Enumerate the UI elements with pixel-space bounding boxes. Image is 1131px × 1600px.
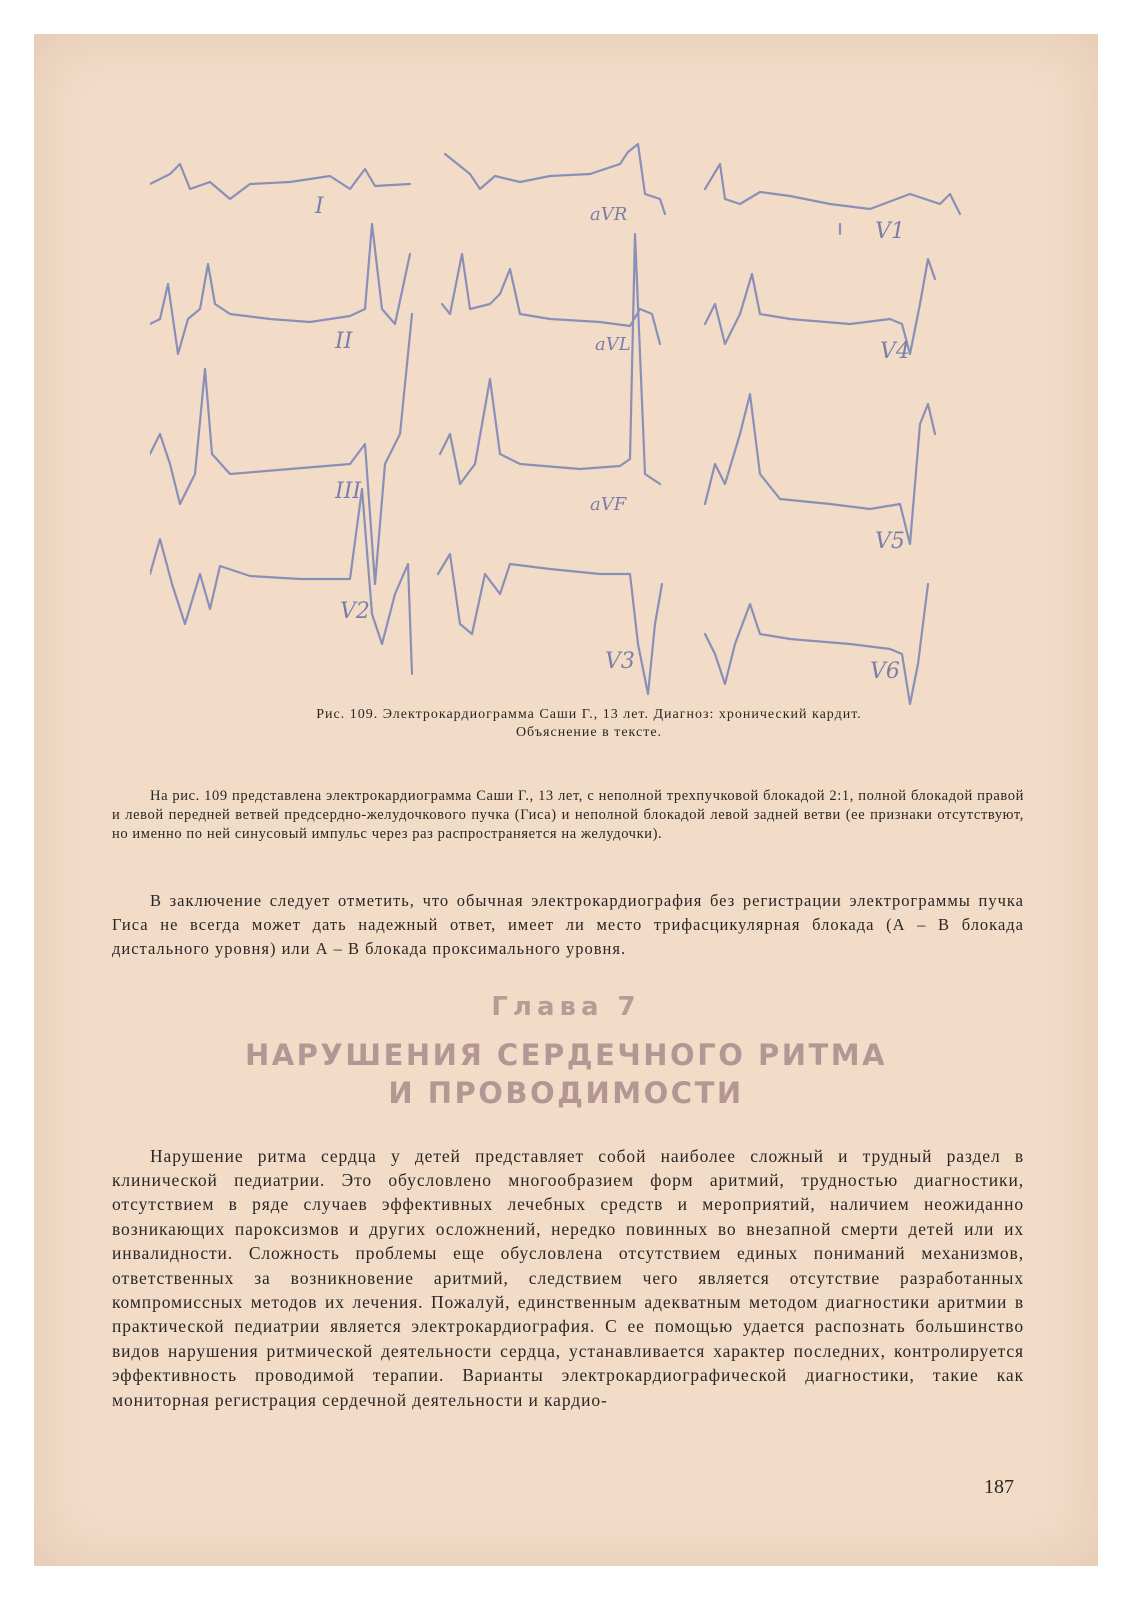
caption-line-1: Рис. 109. Электрокардиограмма Саши Г., 13 лет. Диагноз: хронический кардит. [316, 707, 862, 722]
ecg-label-lead-v6: V6 [870, 659, 900, 684]
ecg-label-lead-ii: II [335, 329, 353, 354]
ecg-label-lead-avr: aVR [590, 204, 628, 225]
ecg-trace-lead-ii [150, 224, 410, 354]
ecg-trace-lead-iii [150, 314, 412, 584]
ecg-figure [150, 104, 1010, 714]
ecg-label-lead-iii: III [335, 479, 362, 504]
ecg-label-lead-avl: aVL [595, 334, 631, 355]
ecg-trace-lead-v6 [705, 584, 928, 704]
ecg-traces [150, 104, 1010, 714]
chapter-title-line-2: И ПРОВОДИМОСТИ [388, 1076, 744, 1110]
paragraph-chapter-intro: Нарушение ритма сердца у детей представляет собой наиболее сложный и трудный раздел в клинической педиатрии. Это обусловлено многообразием форм аритмий, трудностью диагностики, отсутствием в ряде случаев эффективных лечебных средств и мероприятий, наличием неожиданно возникающих пароксизмов и других осложнений, нередко повинных во внезапной смерти детей или их инвалидности. Сложность проблемы еще обусловлена отсутствием единых пониманий механизмов, ответственных за возникновение аритмий, следствием чего является отсутствие разработанных компромиссных методов их лечения. Пожалуй, единственным адекватным методом диагностики аритмии в практической педиатрии является электрокардиография. С ее помощью удается распознать большинство видов нарушения ритмической деятельности сердца, устанавливается характер последних, контролируется эффективность проводимой терапии. Варианты электрокардиографической диагностики, такие как мониторная регистрация сердечной деятельности и кардио- [112, 1145, 1024, 1410]
paragraph-figure-description: На рис. 109 представлена электрокардиограмма Саши Г., 13 лет, с неполной трехпучковой блокадой 2:1, полной блокадой правой и левой передней ветвей предсердно-желудочкового пучка (Гиса) и неполной блокадой левой задней ветви (ее признаки отсутствуют, но именно по ней синусовый импульс через раз распространяется на желудочки). [112, 787, 1024, 842]
caption-line-2: Объяснение в тексте. [515, 725, 663, 740]
paragraph-conclusion: В заключение следует отметить, что обычная электрокардиография без регистрации электрограммы пучка Гиса не всегда может дать надежный ответ, имеет ли место трифасцикулярная блокада (А – В блокада дистального уровня) или А – В блокада проксимального уровня. [112, 890, 1024, 958]
ecg-label-lead-v3: V3 [605, 649, 635, 674]
ecg-label-lead-v2: V2 [340, 599, 370, 624]
ecg-label-lead-v4: V4 [880, 339, 910, 364]
ecg-label-lead-i: I [315, 194, 324, 219]
chapter-label: Глава 7 [491, 992, 641, 1022]
ecg-trace-lead-avl [442, 254, 660, 344]
ecg-trace-lead-avr [445, 144, 665, 214]
ecg-trace-lead-i [150, 164, 410, 199]
page-number: 187 [984, 1476, 1014, 1498]
ecg-trace-lead-avf [440, 234, 660, 484]
figure-caption [139, 706, 1039, 742]
ecg-trace-lead-v5 [705, 394, 935, 544]
ecg-trace-lead-v2 [150, 489, 412, 674]
ecg-label-lead-v1: V1 [875, 219, 905, 244]
ecg-label-lead-v5: V5 [875, 529, 905, 554]
ecg-trace-lead-v1 [705, 164, 960, 214]
chapter-title [34, 1036, 1098, 1112]
book-page [34, 34, 1098, 1566]
ecg-label-lead-avf: aVF [590, 494, 627, 515]
chapter-title-line-1: НАРУШЕНИЯ СЕРДЕЧНОГО РИТМА [244, 1038, 888, 1072]
